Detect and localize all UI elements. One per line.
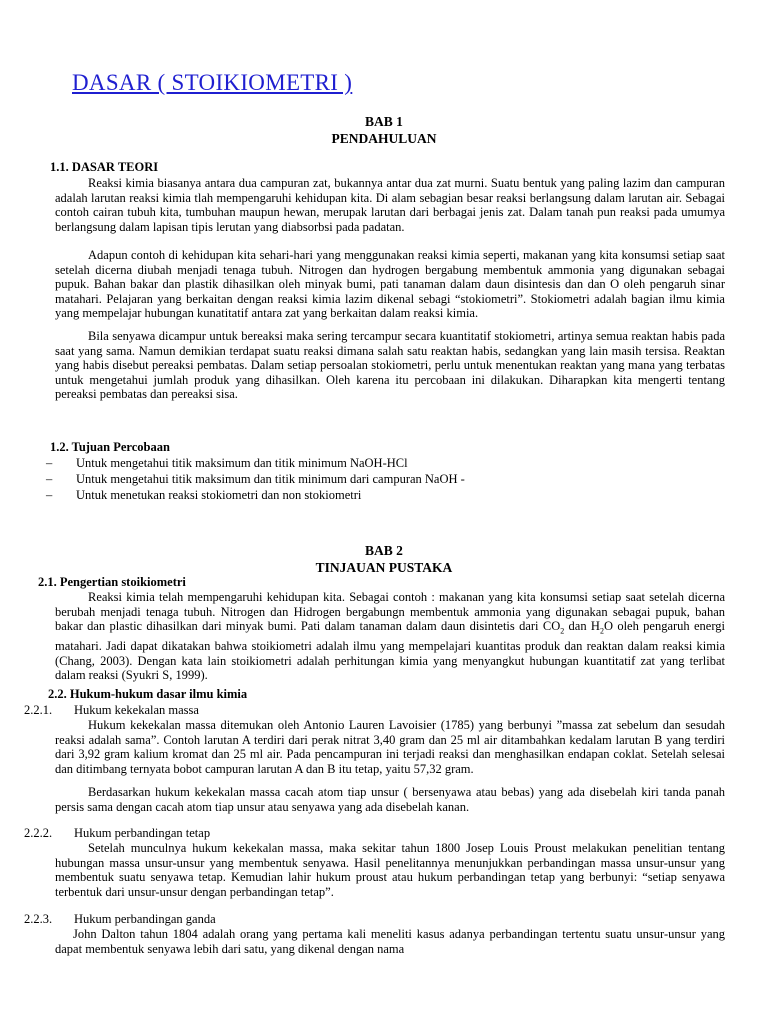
paragraph-2-1-text-b: dan H bbox=[564, 619, 600, 634]
paragraph-2-1 bbox=[55, 590, 725, 683]
goal-list-item bbox=[46, 472, 465, 487]
co2-subscript: 2 bbox=[560, 626, 565, 636]
section-2-2-3-heading bbox=[24, 912, 216, 927]
section-2-2-2-heading bbox=[24, 826, 210, 841]
goal-list-item bbox=[46, 488, 361, 503]
paragraph-2-1-text-a: Reaksi kimia telah mempengaruhi kehidupan kita. Sebagai contoh : makanan yang kita konsumsi setiap saat setelah dicerna berubah menjadi tenaga tubuh. Nitrogen dan Hidrogen bergabungn membentuk ammonia yang digunakan sebagai pupuk, bahan bakar dan plastic dihasilkan dari minyak bumi. Pati dalam tanaman dalam daun disintetis dari CO bbox=[55, 590, 725, 634]
section-1-2-heading: 1.2. Tujuan Percobaan bbox=[50, 440, 170, 454]
bab2-label: BAB 2 bbox=[365, 543, 403, 558]
section-title: Hukum perbandingan ganda bbox=[74, 912, 216, 926]
paragraph-2-2-1-a: Hukum kekekalan massa ditemukan oleh Antonio Lauren Lavoisier (1785) yang berbunyi ”massa zat sebelum dan sesudah reaksi adalah sama”. Contoh larutan A terdiri dari perak nitrat 3,40 gram dan 25 ml air ditambahkan kedalam larutan B yang terdiri dari 3,92 gram kalium kromat dan 25 ml air. Pada pencampuran ini terjadi reaksi dan menghasilkan endapan coklat. Setelah selesai dan ditimbang ternyata bobot campuran larutan A dan B itu tetap, yaitu 57,32 gram. bbox=[55, 718, 725, 776]
section-number: 2.2.1. bbox=[24, 703, 53, 717]
bab2-title: TINJAUAN PUSTAKA bbox=[315, 560, 453, 575]
paragraph-1-1-c: Bila senyawa dicampur untuk bereaksi maka sering tercampur secara kuantitatif stokiometri, artinya semua reaktan habis pada saat yang sama. Namun demikian terdapat suatu reaksi dimana salah satu reaktan habis, sedangkan yang lain masih tersisa. Reaktan yang habis disebut pereaksi pembatas. Dalam setiap persoalan stokiometri, perlu untuk menentukan reaktan yang mana yang terbatas untuk mengetahui jumlah produk yang dihasilkan. Oleh karena itu percobaan ini dilakukan. Diharapkan kita mengerti tentang pereaksi pembatas dan pereaksi sisa. bbox=[55, 329, 725, 402]
goal-text: Untuk mengetahui titik maksimum dan titik minimum dari campuran NaOH - bbox=[76, 472, 465, 486]
bab1-title: PENDAHULUAN bbox=[331, 131, 437, 146]
goal-list-item bbox=[46, 456, 408, 471]
paragraph-2-2-1-b: Berdasarkan hukum kekekalan massa cacah atom tiap unsur ( bersenyawa atau bebas) yang ada disebelah kiri tanda panah persis sama dengan cacah atom tiap unsur atau senyawa yang ada disebelah kanan. bbox=[55, 785, 725, 814]
dash-bullet-icon: – bbox=[46, 456, 53, 470]
paragraph-2-2-3: John Dalton tahun 1804 adalah orang yang pertama kali meneliti kasus adanya perbandingan tertentu suatu unsur-unsur yang dapat membentuk senyawa lebih dari satu, yang dikenal dengan nama bbox=[55, 927, 725, 956]
section-2-2-heading: 2.2. Hukum-hukum dasar ilmu kimia bbox=[48, 687, 248, 701]
section-title: Hukum kekekalan massa bbox=[74, 703, 199, 717]
document-title: DASAR ( STOIKIOMETRI ) bbox=[72, 70, 353, 95]
dash-bullet-icon: – bbox=[46, 488, 53, 502]
section-2-2-1-heading bbox=[24, 703, 199, 718]
section-title: Hukum perbandingan tetap bbox=[74, 826, 211, 840]
bab1-label: BAB 1 bbox=[365, 114, 403, 129]
paragraph-2-2-2: Setelah munculnya hukum kekekalan massa, maka sekitar tahun 1800 Josep Louis Proust melakukan penelitian tentang hubungan massa unsur-unsur yang membentuk senyawa. Hasil penelitannya menunjukkan perbandingan massa unsur-unsur yang membentuk suatu senyawa tetap. Kemudian lahir hukum proust atau hukum perbandingan tetap yang berbunyi: “setiap senyawa terbentuk dari unsur-unsur dengan perbandingan tetap”. bbox=[55, 841, 725, 899]
section-number: 2.2.3. bbox=[24, 912, 53, 926]
dash-bullet-icon: – bbox=[46, 472, 53, 486]
section-number: 2.2.2. bbox=[24, 826, 53, 840]
paragraph-1-1-a: Reaksi kimia biasanya antara dua campuran zat, bukannya antar dua zat murni. Suatu bentuk yang paling lazim dan campuran adalah larutan reaksi kimia tlah mempengaruhi kehidupan kita. Di alam sebagian besar reaksi berlangsung dalam larutan air. Sebagai contoh cairan tubuh kita, tumbuhan maupun hewan, merupak larutan dari berbagai jenis zat. Dalam tanah pun reaksi pada umumya berlangsung dalam lapisan tipis lerutan yang diabsorbsi pada padatan. bbox=[55, 176, 725, 234]
goal-text: Untuk menetukan reaksi stokiometri dan non stokiometri bbox=[76, 488, 362, 502]
section-2-1-heading: 2.1. Pengertian stoikiometri bbox=[38, 575, 186, 589]
section-1-1-heading: 1.1. DASAR TEORI bbox=[50, 160, 159, 174]
paragraph-1-1-b: Adapun contoh di kehidupan kita sehari-hari yang menggunakan reaksi kimia seperti, makanan yang kita konsumsi setiap saat setelah dicerna diubah menjadi tenaga tubuh. Nitrogen dan hydrogen bergabung membentuk ammonia yang digunakan sebagai pupuk. Bahan bakar dan plastik dihasilkan oleh minyak bumi, pati tanaman dalam daun disintesis dan dan O oleh pengaruh sinar matahari. Pelajaran yang berkaitan dengan reaksi kimia lazim dikenal sebagi “stokiometri”. Stokiometri adalah bagian ilmu kimia yang mempelajar hubungan kunatitatif antara zat yang berkaitan dalam reaksi kimia. bbox=[55, 248, 725, 321]
goal-text: Untuk mengetahui titik maksimum dan titik minimum NaOH-HCl bbox=[76, 456, 408, 470]
paragraph-2-1-text-c: O oleh pengaruh energi matahari. Jadi dapat dikatakan bahwa stoikiometri adalah ilmu yang mempelajari kuantitas produk dan reaktan dalam reaksi kimia (Chang, 2003). Dengan kata lain stoikiometri adalah perhitungan kimia yang menyangkut hubungan kuantitatif zat yang terlibat dalam reaksi (Syukri S, 1999). bbox=[55, 619, 726, 683]
h2o-subscript: 2 bbox=[599, 626, 604, 636]
